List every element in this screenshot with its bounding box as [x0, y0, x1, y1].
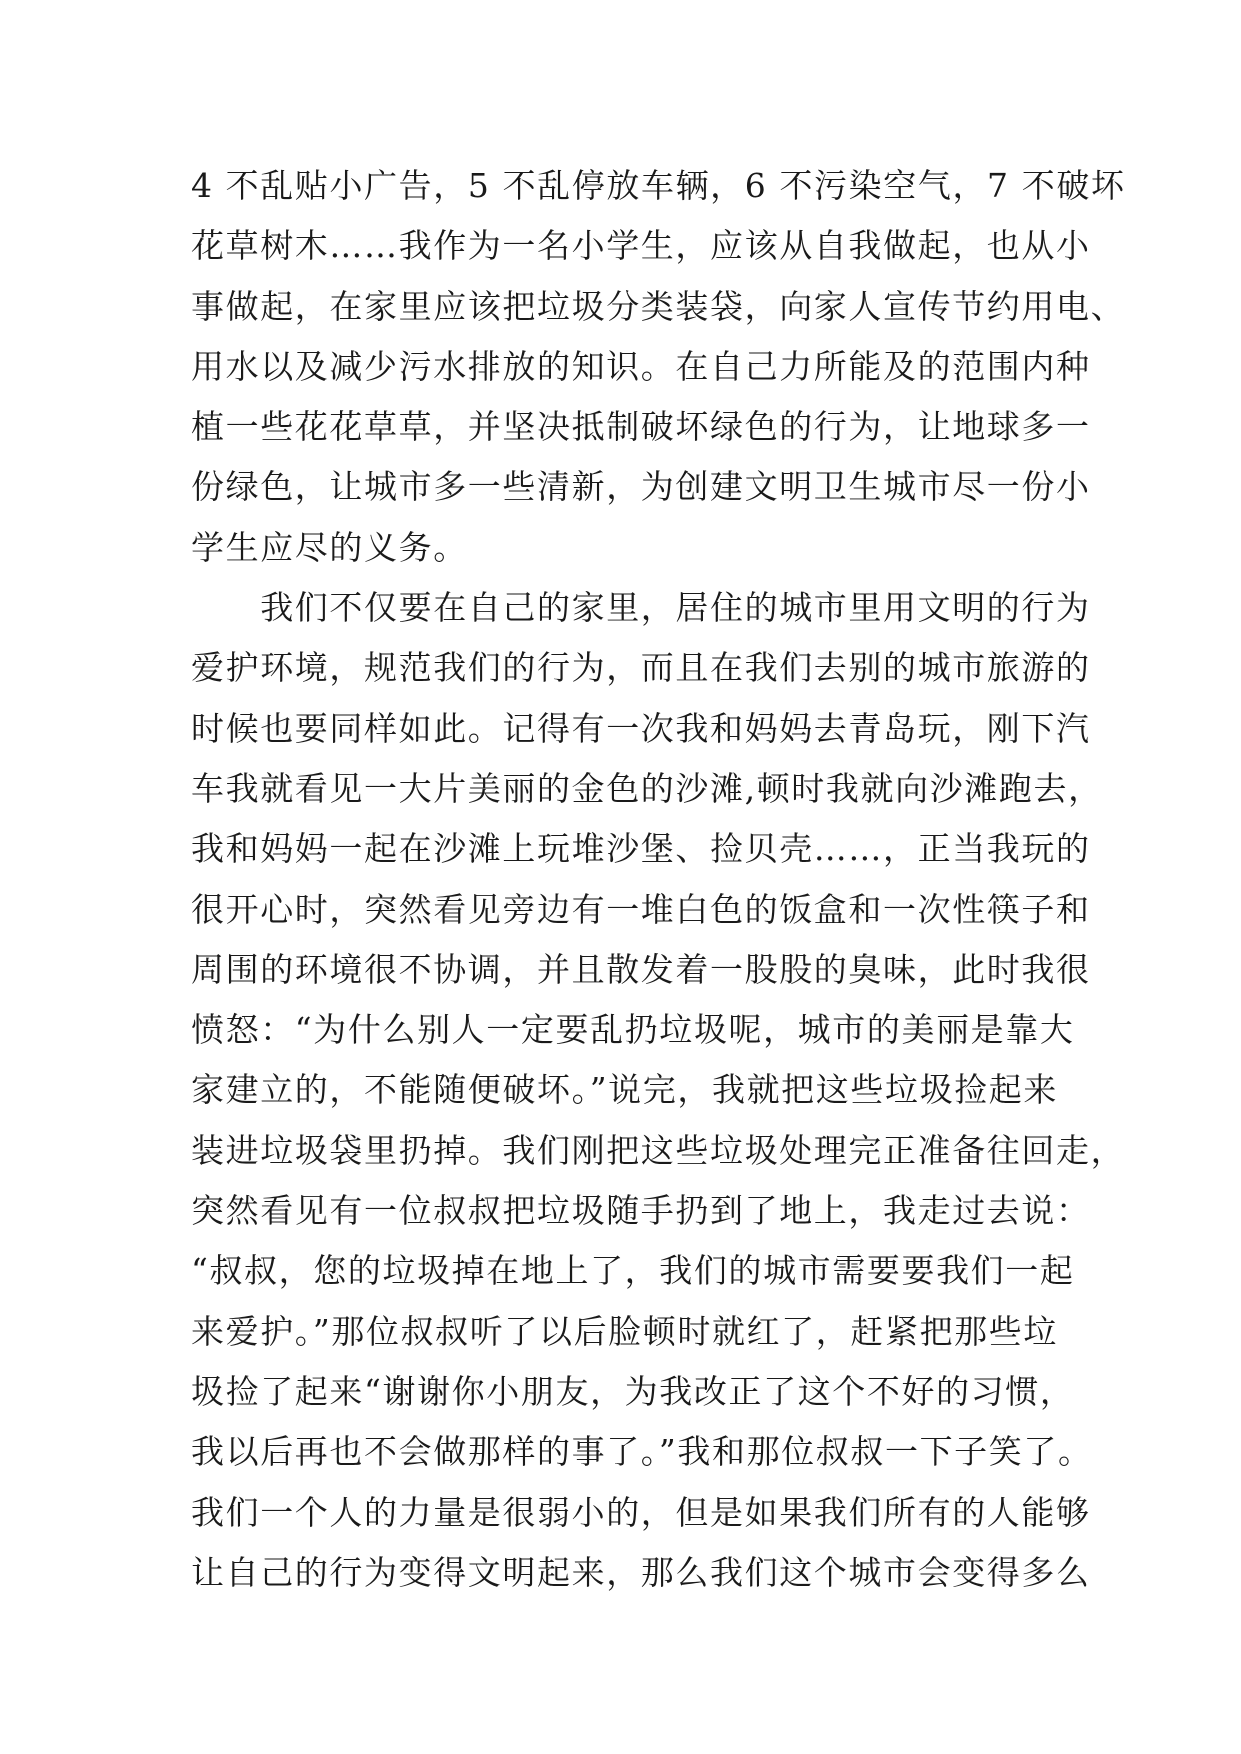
text-line: 周围的环境很不协调，并且散发着一股股的臭味，此时我很 [191, 949, 1091, 989]
body-text [191, 156, 1126, 1603]
text-line: 用水以及减少污水排放的知识。在自己力所能及的范围内种 [191, 346, 1091, 386]
text-line: 家建立的，不能随便破坏。”说完，我就把这些垃圾捡起来 [191, 1070, 1058, 1110]
text-line: 我和妈妈一起在沙滩上玩堆沙堡、捡贝壳……，正当我玩的 [191, 829, 1091, 869]
text-line: 花草树木……我作为一名小学生，应该从自我做起，也从小 [191, 226, 1091, 266]
text-line: 愤怒：“为什么别人一定要乱扔垃圾呢，城市的美丽是靠大 [191, 1010, 1075, 1050]
text-line: 我以后再也不会做那样的事了。”我和那位叔叔一下子笑了。 [191, 1432, 1093, 1472]
text-line: 突然看见有一位叔叔把垃圾随手扔到了地上，我走过去说： [191, 1191, 1091, 1231]
text-line: 圾捡了起来“谢谢你小朋友，为我改正了这个不好的习惯， [191, 1371, 1075, 1411]
text-line: 植一些花花草草，并坚决抵制破坏绿色的行为，让地球多一 [191, 407, 1091, 447]
text-line: 我们不仅要在自己的家里，居住的城市里用文明的行为 [191, 588, 1091, 628]
text-line: 学生应尽的义务。 [191, 527, 468, 567]
text-line: 让自己的行为变得文明起来，那么我们这个城市会变得多么 [191, 1552, 1091, 1592]
text-line: 来爱护。”那位叔叔听了以后脸顿时就红了，赶紧把那些垃 [191, 1311, 1058, 1351]
text-line: 份绿色，让城市多一些清新，为创建文明卫生城市尽一份小 [191, 467, 1091, 507]
text-line: 装进垃圾袋里扔掉。我们刚把这些垃圾处理完正准备往回走， [191, 1130, 1126, 1170]
text-line: 时候也要同样如此。记得有一次我和妈妈去青岛玩，刚下汽 [191, 708, 1091, 748]
text-line: “叔叔，您的垃圾掉在地上了，我们的城市需要要我们一起 [191, 1251, 1075, 1291]
text-line: 很开心时，突然看见旁边有一堆白色的饭盒和一次性筷子和 [191, 889, 1091, 929]
text-line: 事做起，在家里应该把垃圾分类装袋，向家人宣传节约用电、 [191, 286, 1126, 326]
text-line: 我们一个人的力量是很弱小的，但是如果我们所有的人能够 [191, 1492, 1091, 1532]
text-line: 4 不乱贴小广告，5 不乱停放车辆，6 不污染空气，7 不破坏 [191, 166, 1126, 205]
text-line: 爱护环境，规范我们的行为，而且在我们去别的城市旅游的 [191, 648, 1091, 688]
text-line: 车我就看见一大片美丽的金色的沙滩,顿时我就向沙滩跑去， [191, 768, 1103, 808]
